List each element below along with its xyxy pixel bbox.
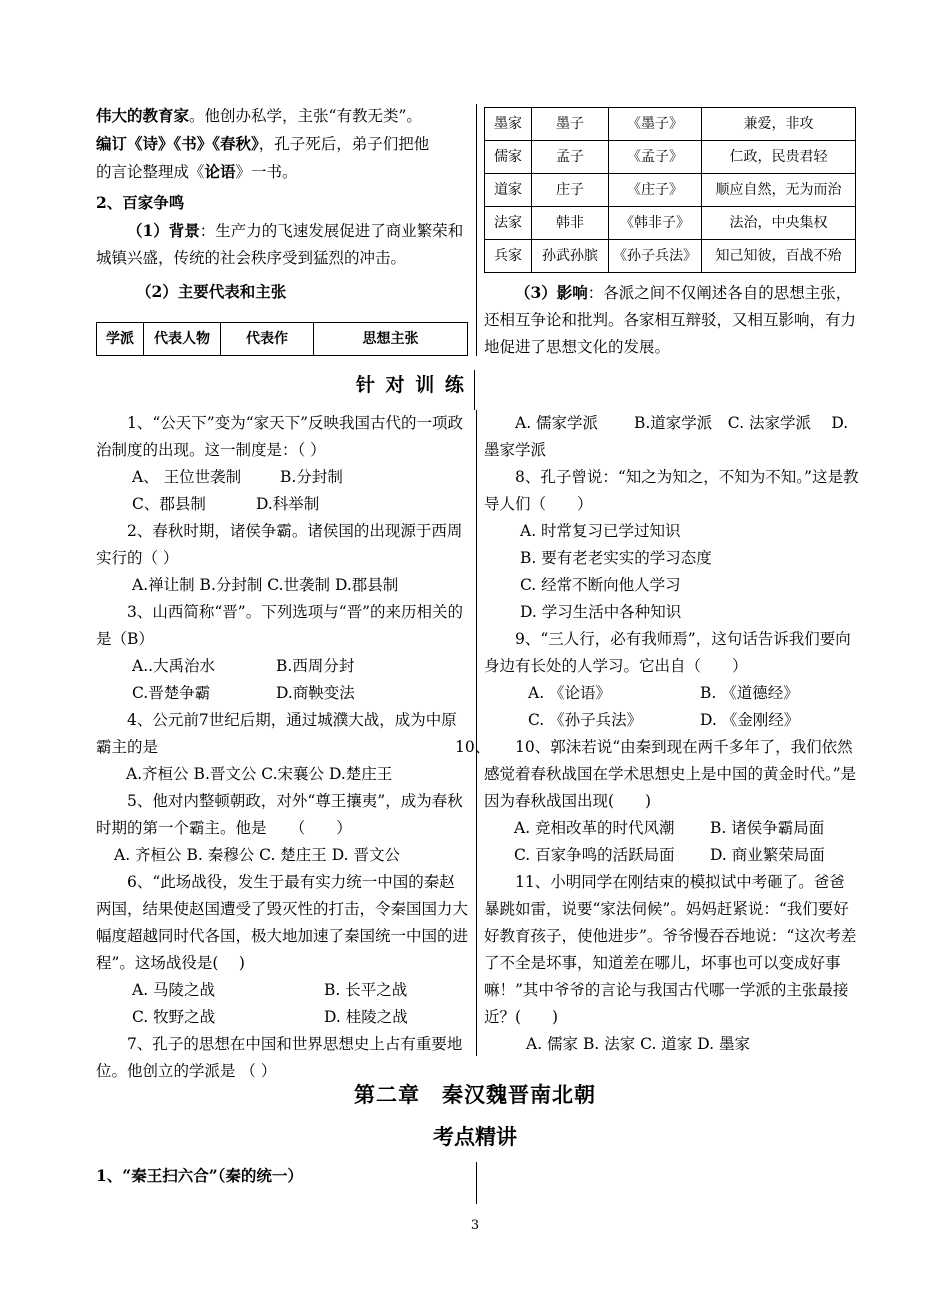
table-cell: 道家 (485, 174, 532, 207)
option: B. 要有老老实实的学习态度 (520, 549, 712, 567)
page-number: 3 (470, 1218, 480, 1233)
question-6-options-2 (96, 1004, 468, 1031)
table-cell: 仁政，民贵君轻 (702, 141, 856, 174)
table-cell: 《韩非子》 (609, 207, 702, 240)
option: C.晋楚争霸 (132, 684, 211, 702)
question-5: 5、他对内整顿朝政，对外“尊王攘夷”，成为春秋时期的第一个霸主。他是 （ ） (96, 792, 463, 837)
option: B.西周分封 (276, 657, 355, 675)
option: A..大禹治水 (132, 657, 216, 675)
question-11: 11、小明同学在刚结束的模拟试中考砸了。爸爸暴跳如雷，说要“家法伺候”。妈妈赶紧说：“我们要好好教育孩子，使他进步”。爷爷慢吞吞地说：“这次考差了不全是坏事，知道差在哪儿，坏事也可以变成好事嘛！”其中爷爷的言论与我国古代哪一学派的主张最接近？( ) (484, 873, 857, 1026)
option: B. 诸侯争霸局面 (710, 819, 825, 837)
text: 。他创办私学，主张“有教无类”。 (189, 107, 422, 125)
question-3: 3、山西简称“晋”。下列选项与“晋”的来历相关的是（B） (96, 603, 464, 648)
bold-text: 编订《诗》《书》《春秋》 (96, 134, 259, 153)
option: A. 时常复习已学过知识 (520, 522, 681, 540)
table-row (485, 240, 856, 273)
table-cell: 知己知彼，百战不殆 (702, 240, 856, 273)
table-cell: 儒家 (485, 141, 532, 174)
option: B. 《道德经》 (700, 684, 799, 702)
schools-table-header (96, 322, 468, 356)
column-divider (474, 370, 475, 410)
option: C. 经常不断向他人学习 (520, 576, 681, 594)
option: C. 《孙子兵法》 (528, 711, 643, 729)
chapter-title: 第二章 秦汉魏晋南北朝 (354, 1082, 596, 1107)
question-4: 4、公元前7世纪后期，通过城濮大战，成为中原霸主的是 (96, 711, 457, 756)
question-5-options: A. 齐桓公 B. 秦穆公 C. 楚庄王 D. 晋文公 (114, 846, 400, 864)
column-divider (476, 1162, 477, 1204)
column-divider (476, 104, 477, 356)
sub-title: 考点精讲 (433, 1124, 517, 1149)
table-cell: 墨家 (485, 108, 532, 141)
option: D. 学习生活中各种知识 (520, 603, 682, 621)
table-row (485, 207, 856, 240)
table-cell: 《孙子兵法》 (609, 240, 702, 273)
question-6-options (96, 977, 468, 1004)
question-10-options-2 (484, 842, 860, 869)
qin-unification-heading: 1、“秦王扫六合”（秦的统一） (96, 1166, 303, 1185)
table-cell: 韩非 (532, 207, 609, 240)
question-2: 2、春秋时期，诸侯争霸。诸侯国的出现源于西周实行的（ ） (96, 522, 463, 567)
text: 的言论整理成《 (96, 163, 205, 181)
option: A. 马陵之战 (132, 981, 216, 999)
option: D. 商业繁荣局面 (710, 846, 825, 864)
table-cell: 法治，中央集权 (702, 207, 856, 240)
table-row (485, 108, 856, 141)
question-7: 7、孔子的思想在中国和世界思想史上占有重要地位。他创立的学派是 （ ） (96, 1035, 463, 1080)
column-divider (476, 410, 477, 1056)
option: A、 王位世袭制 (132, 468, 242, 486)
question-1-options-2 (96, 491, 468, 518)
header-cell: 代表人物 (144, 323, 221, 356)
text: ，孔子死后，弟子们把他 (258, 135, 430, 153)
option: D. 桂陵之战 (324, 1008, 408, 1026)
option: D.商鞅变法 (276, 684, 355, 702)
table-cell: 兵家 (485, 240, 532, 273)
question-9-options-2 (484, 707, 860, 734)
option: D.科举制 (256, 495, 320, 513)
question-3-options-2 (96, 680, 468, 707)
table-cell: 兼爱，非攻 (702, 108, 856, 141)
table-row (485, 174, 856, 207)
impact-paragraph (484, 279, 860, 361)
table-cell: 《墨子》 (609, 108, 702, 141)
question-7-options: A. 儒家学派 B.道家学派 C. 法家学派 D. 墨家学派 (484, 414, 849, 459)
bold-text: 论语 (204, 162, 236, 181)
section-title: 针 对 训 练 (356, 374, 466, 396)
bold-text: （3）影响 (515, 283, 588, 302)
option: A. 《论语》 (528, 684, 612, 702)
text: ：生产力的飞速发展促进了商业繁荣和城镇兴盛，传统的社会秩序受到猛烈的冲击。 (96, 222, 464, 267)
table-cell: 法家 (485, 207, 532, 240)
schools-table (484, 107, 856, 273)
question-9-options (484, 680, 860, 707)
question-2-options: A.禅让制 B.分封制 C.世袭制 D.郡县制 (132, 576, 399, 594)
header-cell: 代表作 (221, 323, 314, 356)
left-questions (96, 410, 468, 1085)
bold-text: （1）背景 (127, 221, 200, 240)
question-1-options (96, 464, 468, 491)
confucius-paragraph (96, 102, 468, 186)
option: D. 《金刚经》 (700, 711, 800, 729)
option: C. 牧野之战 (132, 1008, 216, 1026)
right-questions (484, 410, 860, 1058)
table-cell: 顺应自然，无为而治 (702, 174, 856, 207)
question-3-options (96, 653, 468, 680)
table-cell: 墨子 (532, 108, 609, 141)
table-cell: 《庄子》 (609, 174, 702, 207)
question-number-marker: 10、 (455, 738, 491, 756)
question-9: 9、“三人行，必有我师焉”，这句话告诉我们要向身边有长处的人学习。它出自（ ） (484, 630, 851, 675)
option: C. 百家争鸣的活跃局面 (514, 846, 675, 864)
question-1: 1、“公天下”变为“家天下”反映我国古代的一项政治制度的出现。这一制度是：（ ） (96, 414, 464, 459)
background-paragraph (96, 217, 468, 272)
question-6: 6、“此场战役，发生于最有实力统一中国的秦赵两国，结果使赵国遭受了毁灭性的打击，令秦国国力大幅度超越同时代各国，极大地加速了秦国统一中国的进程”。这场战役是( ) (96, 873, 469, 972)
text: 》一书。 (235, 163, 298, 181)
heading-hundred-schools: 2、百家争鸣 (96, 193, 185, 212)
question-4-options: A.齐桓公 B.晋文公 C.宋襄公 D.楚庄王 (126, 765, 393, 783)
text: ：各派之间不仅阐述各自的思想主张，还相互争论和批判。各家相互辩驳，又相互影响，有力地促进了思想文化的发展。 (484, 284, 857, 356)
header-cell: 思想主张 (314, 323, 468, 356)
question-8: 8、孔子曾说：“知之为知之，不知为不知。”这是教导人们（ ） (484, 468, 859, 513)
table-cell: 《孟子》 (609, 141, 702, 174)
question-10-options (484, 815, 860, 842)
option: C、郡县制 (132, 495, 206, 513)
table-cell: 孙武孙膑 (532, 240, 609, 273)
table-cell: 孟子 (532, 141, 609, 174)
bold-text: 伟大的教育家 (96, 106, 190, 125)
question-11-options: A. 儒家 B. 法家 C. 道家 D. 墨家 (526, 1035, 750, 1053)
top-left-block (96, 102, 468, 305)
representatives-heading: （2）主要代表和主张 (136, 282, 287, 301)
question-10: 10、郭沫若说“由秦到现在两千多年了，我们依然感觉着春秋战国在学术思想史上是中国的黄金时代。”是因为春秋战国出现( ) (484, 738, 857, 810)
table-row (485, 141, 856, 174)
option: A. 竞相改革的时代风潮 (514, 819, 675, 837)
header-cell: 学派 (97, 323, 144, 356)
option: B.分封制 (280, 468, 343, 486)
table-cell: 庄子 (532, 174, 609, 207)
option: B. 长平之战 (324, 981, 408, 999)
